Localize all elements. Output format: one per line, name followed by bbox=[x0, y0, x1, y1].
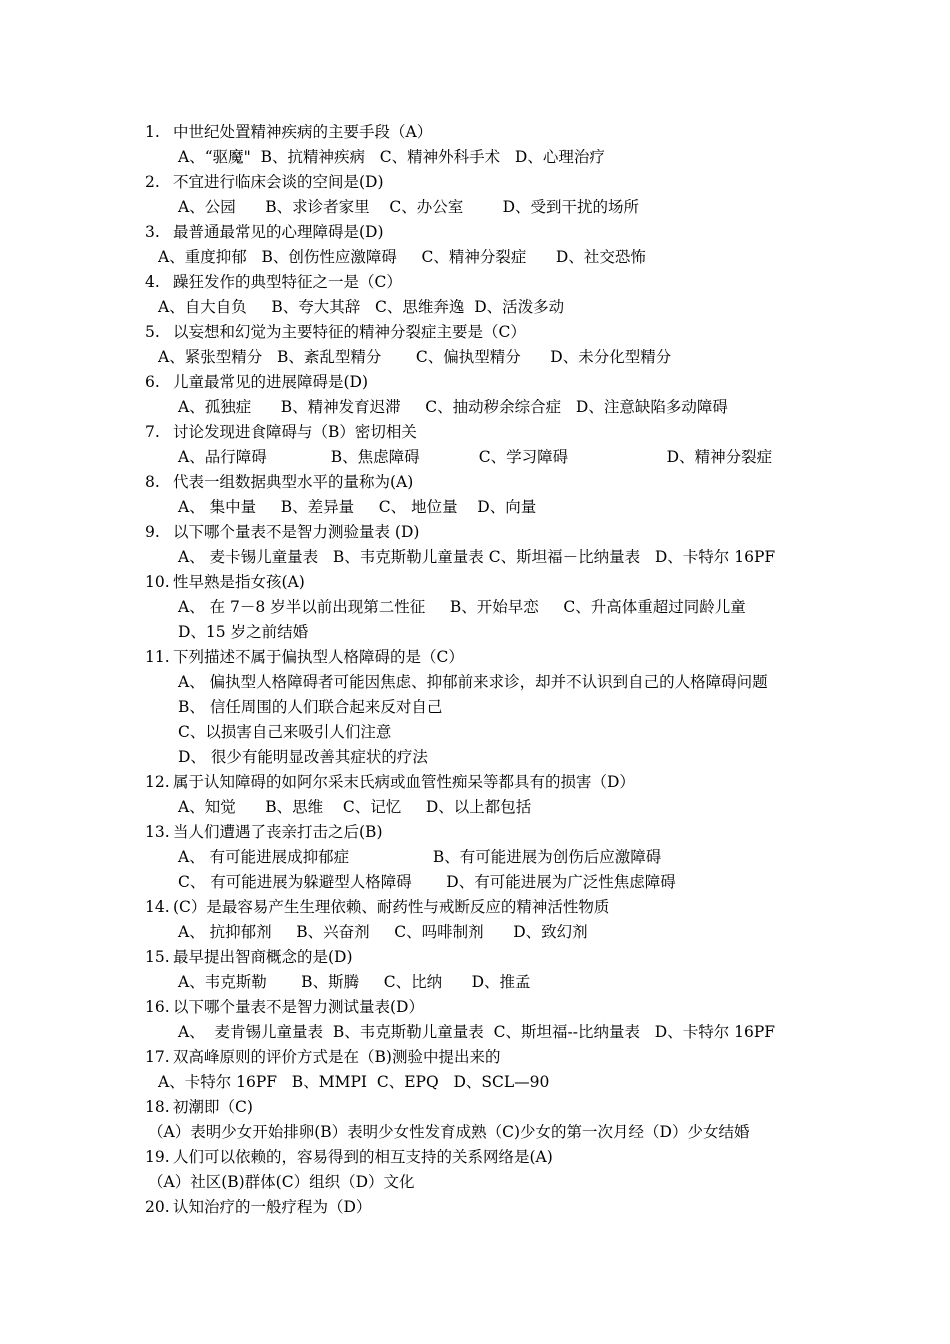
question-text: 不宜进行临床会谈的空间是(D) bbox=[173, 173, 384, 191]
question-text: 讨论发现进食障碍与（B）密切相关 bbox=[173, 423, 417, 441]
answer-options: A、自大自负 B、夸大其辞 C、思维奔逸 D、活泼多动 bbox=[158, 298, 565, 316]
question-line bbox=[0, 645, 950, 670]
question-text: 以妄想和幻觉为主要特征的精神分裂症主要是（C） bbox=[173, 323, 526, 341]
question-text: 属于认知障碍的如阿尔采末氏病或血管性痴呆等都具有的损害（D） bbox=[173, 773, 635, 791]
question-line bbox=[0, 320, 950, 345]
question-text: 以下哪个量表不是智力测试量表(D） bbox=[173, 998, 424, 1016]
answer-options: A、“驱魔" B、抗精神疾病 C、精神外科手术 D、心理治疗 bbox=[178, 148, 605, 166]
answer-options: A、 麦肯锡儿童量表 B、韦克斯勒儿童量表 C、斯坦福--比纳量表 D、卡特尔 16PF bbox=[178, 1023, 776, 1041]
answer-options: A、紧张型精分 B、紊乱型精分 C、偏执型精分 D、未分化型精分 bbox=[158, 348, 672, 366]
question-text: 初潮即（C) bbox=[173, 1098, 253, 1116]
question-text: 性早熟是指女孩(A) bbox=[173, 573, 305, 591]
answer-options: A、 在 7－8 岁半以前出现第二性征 B、开始早恋 C、升高体重超过同龄儿童 bbox=[178, 598, 746, 616]
answer-options: A、重度抑郁 B、创伤性应激障碍 C、精神分裂症 D、社交恐怖 bbox=[158, 248, 646, 266]
answer-options: （A）社区(B)群体(C）组织（D）文化 bbox=[148, 1173, 415, 1191]
question-number: 8. bbox=[145, 473, 160, 491]
answer-options: B、 信任周围的人们联合起来反对自己 bbox=[178, 698, 443, 716]
question-line bbox=[0, 945, 950, 970]
question-text: (C）是最容易产生生理依赖、耐药性与戒断反应的精神活性物质 bbox=[173, 898, 610, 916]
answer-options: （A）表明少女开始排卵(B）表明少女性发育成熟（C)少女的第一次月经（D）少女结婚 bbox=[148, 1123, 750, 1141]
question-line bbox=[0, 1045, 950, 1070]
answer-options: A、 麦卡锡儿童量表 B、韦克斯勒儿童量表 C、斯坦福－比纳量表 D、卡特尔 16PF bbox=[178, 548, 776, 566]
question-number: 16. bbox=[145, 998, 170, 1016]
answer-options: C、以损害自己来吸引人们注意 bbox=[178, 723, 392, 741]
question-line bbox=[0, 220, 950, 245]
question-number: 20. bbox=[145, 1198, 170, 1216]
question-line bbox=[0, 1095, 950, 1120]
answer-options: A、 抗抑郁剂 B、兴奋剂 C、吗啡制剂 D、致幻剂 bbox=[178, 923, 588, 941]
question-text: 最早提出智商概念的是(D) bbox=[173, 948, 353, 966]
question-line bbox=[0, 570, 950, 595]
question-text: 以下哪个量表不是智力测验量表 (D) bbox=[173, 523, 420, 541]
question-line bbox=[0, 1195, 950, 1220]
question-number: 4. bbox=[145, 273, 160, 291]
answer-options: A、品行障碍 B、焦虑障碍 C、学习障碍 D、精神分裂症 bbox=[178, 448, 773, 466]
question-number: 7. bbox=[145, 423, 160, 441]
question-line bbox=[0, 820, 950, 845]
question-line bbox=[0, 770, 950, 795]
question-text: 认知治疗的一般疗程为（D） bbox=[173, 1198, 372, 1216]
question-line bbox=[0, 420, 950, 445]
question-line bbox=[0, 370, 950, 395]
question-number: 10. bbox=[145, 573, 170, 591]
question-number: 1. bbox=[145, 123, 160, 141]
answer-options: C、 有可能进展为躲避型人格障碍 D、有可能进展为广泛性焦虑障碍 bbox=[178, 873, 676, 891]
question-number: 6. bbox=[145, 373, 160, 391]
question-number: 5. bbox=[145, 323, 160, 341]
question-line bbox=[0, 120, 950, 145]
question-number: 18. bbox=[145, 1098, 170, 1116]
question-line bbox=[0, 470, 950, 495]
question-line bbox=[0, 1145, 950, 1170]
question-number: 17. bbox=[145, 1048, 170, 1066]
question-number: 12. bbox=[145, 773, 170, 791]
question-line bbox=[0, 170, 950, 195]
answer-options: D、15 岁之前结婚 bbox=[178, 623, 309, 641]
answer-options: A、 偏执型人格障碍者可能因焦虑、抑郁前来求诊，却并不认识到自己的人格障碍问题 bbox=[178, 673, 768, 691]
question-text: 最普通最常见的心理障碍是(D) bbox=[173, 223, 384, 241]
question-text: 人们可以依赖的，容易得到的相互支持的关系网络是(A) bbox=[173, 1148, 553, 1166]
question-text: 双高峰原则的评价方式是在（B)测验中提出来的 bbox=[173, 1048, 501, 1066]
question-text: 当人们遭遇了丧亲打击之后(B) bbox=[173, 823, 383, 841]
question-line bbox=[0, 895, 950, 920]
question-number: 11. bbox=[145, 648, 170, 666]
question-text: 代表一组数据典型水平的量称为(A) bbox=[173, 473, 414, 491]
question-line bbox=[0, 995, 950, 1020]
answer-options: A、知觉 B、思维 C、记忆 D、以上都包括 bbox=[178, 798, 532, 816]
document-page bbox=[0, 120, 950, 1220]
question-number: 15. bbox=[145, 948, 170, 966]
answer-options: A、 集中量 B、差异量 C、 地位量 D、向量 bbox=[178, 498, 537, 516]
question-number: 9. bbox=[145, 523, 160, 541]
answer-options: A、 有可能进展成抑郁症 B、有可能进展为创伤后应激障碍 bbox=[178, 848, 662, 866]
answer-options: A、公园 B、求诊者家里 C、办公室 D、受到干扰的场所 bbox=[178, 198, 640, 216]
question-number: 2. bbox=[145, 173, 160, 191]
question-line bbox=[0, 520, 950, 545]
question-text: 儿童最常见的进展障碍是(D) bbox=[173, 373, 369, 391]
question-text: 下列描述不属于偏执型人格障碍的是（C） bbox=[173, 648, 464, 666]
answer-options: A、卡特尔 16PF B、MMPI C、EPQ D、SCL—90 bbox=[158, 1073, 550, 1091]
question-line bbox=[0, 270, 950, 295]
question-text: 中世纪处置精神疾病的主要手段（A） bbox=[173, 123, 433, 141]
answer-options: A、韦克斯勒 B、斯腾 C、比纳 D、推孟 bbox=[178, 973, 531, 991]
question-number: 3. bbox=[145, 223, 160, 241]
question-number: 13. bbox=[145, 823, 170, 841]
question-number: 19. bbox=[145, 1148, 170, 1166]
question-number: 14. bbox=[145, 898, 170, 916]
question-text: 躁狂发作的典型特征之一是（C） bbox=[173, 273, 402, 291]
answer-options: D、 很少有能明显改善其症状的疗法 bbox=[178, 748, 428, 766]
answer-options: A、孤独症 B、精神发育迟滞 C、抽动秽余综合症 D、注意缺陷多动障碍 bbox=[178, 398, 728, 416]
